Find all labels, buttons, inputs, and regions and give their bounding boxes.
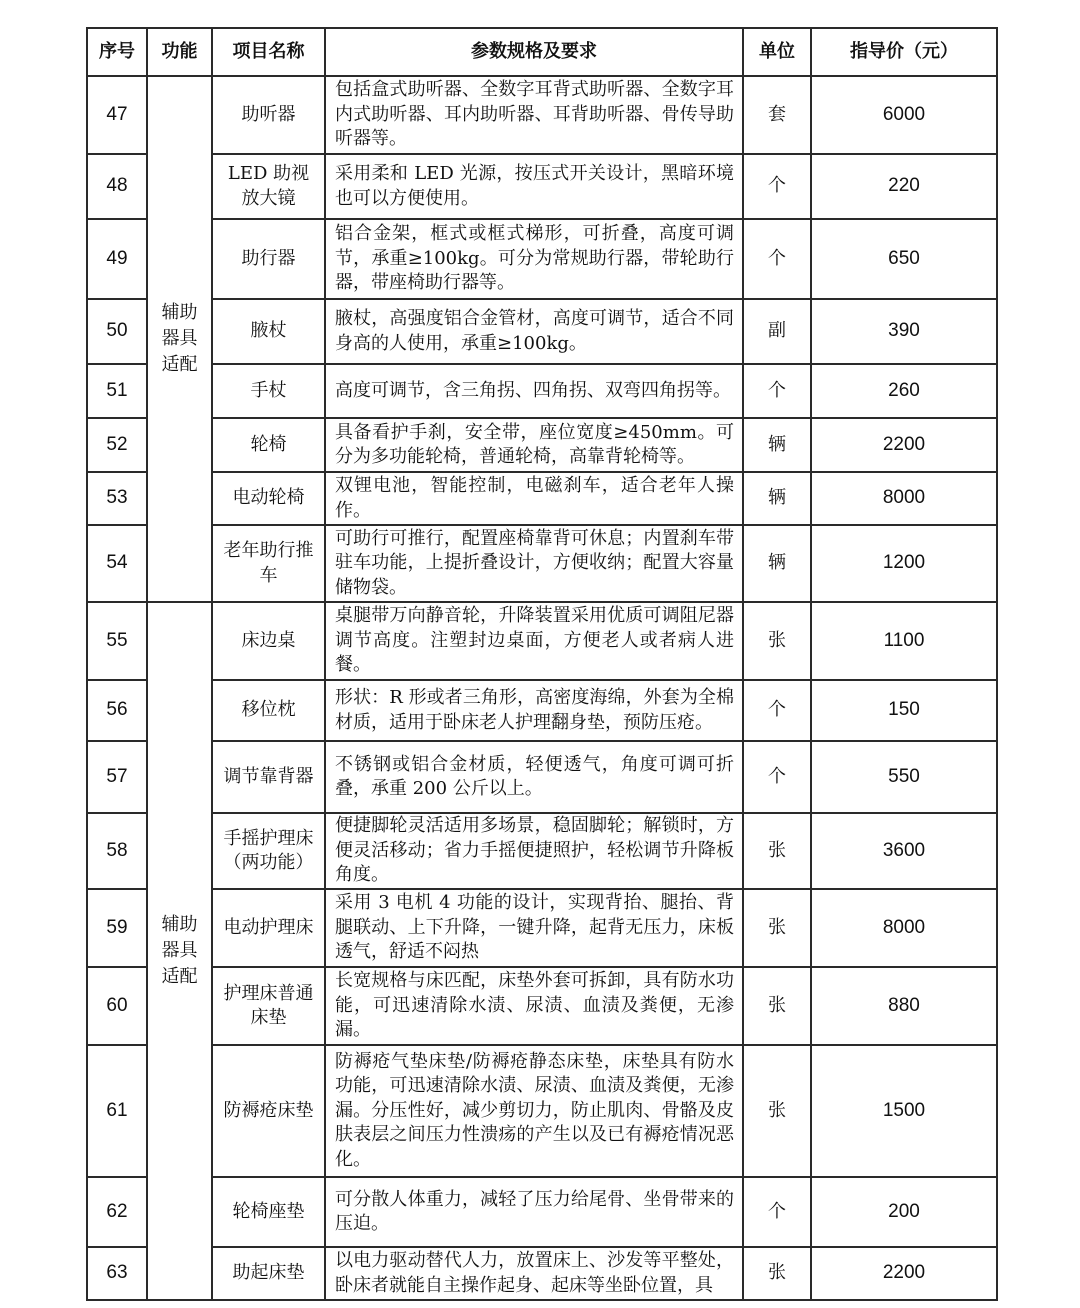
item-name: 腋杖: [212, 299, 325, 364]
row-number: 59: [87, 889, 147, 967]
row-number: 55: [87, 602, 147, 680]
header-function: 功能: [147, 28, 212, 76]
item-spec: 包括盒式助听器、全数字耳背式助听器、全数字耳内式助听器、耳内助听器、耳背助听器、骨传导助听器等。: [325, 76, 743, 154]
item-spec: 便捷脚轮灵活适用多场景，稳固脚轮；解锁时，方便灵活移动；省力手摇便捷照护，轻松调节升降板角度。: [325, 813, 743, 889]
item-name: 助起床垫: [212, 1247, 325, 1300]
row-number: 47: [87, 76, 147, 154]
table-row: [87, 154, 997, 219]
table-row: [87, 813, 997, 889]
row-number: 60: [87, 967, 147, 1045]
item-name: 床边桌: [212, 602, 325, 680]
function-label-line: 器具: [161, 328, 198, 349]
function-label-line: 辅助: [161, 302, 198, 323]
header-unit: 单位: [743, 28, 811, 76]
table-row: [87, 219, 997, 299]
item-unit: 个: [743, 741, 811, 813]
item-spec: 防褥疮气垫床垫/防褥疮静态床垫，床垫具有防水功能，可迅速清除水渍、尿渍、血渍及粪便，无渗漏。分压性好，减少剪切力，防止肌肉、骨骼及皮肤表层之间压力性溃疡的产生以及已有褥疮情况恶化。: [325, 1045, 743, 1177]
item-unit: 个: [743, 1177, 811, 1247]
item-name: 手杖: [212, 364, 325, 418]
row-number: 49: [87, 219, 147, 299]
item-spec: 可分散人体重力，减轻了压力给尾骨、坐骨带来的压迫。: [325, 1177, 743, 1247]
item-unit: 张: [743, 1045, 811, 1177]
item-unit: 张: [743, 1247, 811, 1300]
item-price: 150: [811, 680, 997, 741]
item-unit: 张: [743, 967, 811, 1045]
item-price: 220: [811, 154, 997, 219]
item-name: 电动护理床: [212, 889, 325, 967]
item-price: 8000: [811, 889, 997, 967]
item-spec: 不锈钢或铝合金材质，轻便透气，角度可调可折叠，承重 200 公斤以上。: [325, 741, 743, 813]
item-price: 200: [811, 1177, 997, 1247]
item-price: 1500: [811, 1045, 997, 1177]
table-row: [87, 1247, 997, 1300]
row-number: 48: [87, 154, 147, 219]
item-price: 260: [811, 364, 997, 418]
row-number: 61: [87, 1045, 147, 1177]
item-spec: 高度可调节，含三角拐、四角拐、双弯四角拐等。: [325, 364, 743, 418]
item-unit: 套: [743, 76, 811, 154]
item-spec: 形状：R 形或者三角形，高密度海绵，外套为全棉材质，适用于卧床老人护理翻身垫，预防压疮。: [325, 680, 743, 741]
item-unit: 副: [743, 299, 811, 364]
item-spec: 双锂电池，智能控制，电磁刹车，适合老年人操作。: [325, 472, 743, 525]
item-unit: 张: [743, 813, 811, 889]
item-spec: 以电力驱动替代人力，放置床上、沙发等平整处，卧床者就能自主操作起身、起床等坐卧位置，具: [325, 1247, 743, 1300]
table-row: [87, 889, 997, 967]
item-spec: 桌腿带万向静音轮，升降装置采用优质可调阻尼器调节高度。注塑封边桌面，方便老人或者病人进餐。: [325, 602, 743, 680]
item-price: 1100: [811, 602, 997, 680]
table-row: [87, 472, 997, 525]
item-unit: 个: [743, 219, 811, 299]
table-row: [87, 364, 997, 418]
function-label-line: 辅助: [161, 914, 198, 935]
row-number: 57: [87, 741, 147, 813]
row-number: 62: [87, 1177, 147, 1247]
row-number: 52: [87, 418, 147, 472]
item-unit: 个: [743, 680, 811, 741]
item-unit: 辆: [743, 418, 811, 472]
item-unit: 张: [743, 602, 811, 680]
item-spec: 具备看护手刹，安全带，座位宽度≥450mm。可分为多功能轮椅，普通轮椅，高靠背轮椅等。: [325, 418, 743, 472]
header-price: 指导价（元）: [811, 28, 997, 76]
item-price: 390: [811, 299, 997, 364]
item-spec: 腋杖，高强度铝合金管材，高度可调节，适合不同身高的人使用，承重≥100kg。: [325, 299, 743, 364]
item-spec: 长宽规格与床匹配，床垫外套可拆卸，具有防水功能，可迅速清除水渍、尿渍、血渍及粪便，无渗漏。: [325, 967, 743, 1045]
table-header-row: [87, 28, 997, 76]
row-number: 58: [87, 813, 147, 889]
item-name: 电动轮椅: [212, 472, 325, 525]
item-spec: 可助行可推行，配置座椅靠背可休息；内置刹车带驻车功能，上提折叠设计，方便收纳；配置大容量储物袋。: [325, 525, 743, 602]
function-group-cell: [147, 602, 212, 1300]
item-name: 移位枕: [212, 680, 325, 741]
item-price: 1200: [811, 525, 997, 602]
header-spec: 参数规格及要求: [325, 28, 743, 76]
item-spec: 采用 3 电机 4 功能的设计，实现背抬、腿抬、背腿联动、上下升降，一键升降，起背无压力，床板透气，舒适不闷热: [325, 889, 743, 967]
function-label-line: 适配: [161, 966, 198, 987]
item-unit: 辆: [743, 472, 811, 525]
item-name: 助听器: [212, 76, 325, 154]
row-number: 50: [87, 299, 147, 364]
item-name: 轮椅: [212, 418, 325, 472]
table-row: [87, 967, 997, 1045]
item-name: LED 助视放大镜: [212, 154, 325, 219]
row-number: 53: [87, 472, 147, 525]
item-price: 550: [811, 741, 997, 813]
item-unit: 辆: [743, 525, 811, 602]
header-index: 序号: [87, 28, 147, 76]
row-number: 63: [87, 1247, 147, 1300]
row-number: 51: [87, 364, 147, 418]
item-price: 8000: [811, 472, 997, 525]
item-name: 护理床普通床垫: [212, 967, 325, 1045]
table-row: [87, 602, 997, 680]
function-label-line: 器具: [161, 940, 198, 961]
item-spec: 采用柔和 LED 光源，按压式开关设计，黑暗环境也可以方便使用。: [325, 154, 743, 219]
item-name: 手摇护理床（两功能）: [212, 813, 325, 889]
item-name: 轮椅座垫: [212, 1177, 325, 1247]
item-unit: 个: [743, 364, 811, 418]
item-unit: 个: [743, 154, 811, 219]
item-unit: 张: [743, 889, 811, 967]
item-price: 2200: [811, 1247, 997, 1300]
function-group-cell: [147, 76, 212, 602]
table-row: [87, 418, 997, 472]
item-name: 助行器: [212, 219, 325, 299]
table-row: [87, 76, 997, 154]
item-price: 3600: [811, 813, 997, 889]
header-item-name: 项目名称: [212, 28, 325, 76]
row-number: 54: [87, 525, 147, 602]
item-spec: 铝合金架，框式或框式梯形，可折叠，高度可调节，承重≥100kg。可分为常规助行器，带轮助行器，带座椅助行器等。: [325, 219, 743, 299]
table-row: [87, 1177, 997, 1247]
item-name: 调节靠背器: [212, 741, 325, 813]
item-name: 防褥疮床垫: [212, 1045, 325, 1177]
table-row: [87, 525, 997, 602]
item-price: 2200: [811, 418, 997, 472]
price-table: [86, 27, 998, 1301]
item-price: 650: [811, 219, 997, 299]
table-row: [87, 741, 997, 813]
function-label-line: 适配: [161, 354, 198, 375]
item-price: 6000: [811, 76, 997, 154]
table-row: [87, 1045, 997, 1177]
table-row: [87, 299, 997, 364]
row-number: 56: [87, 680, 147, 741]
item-name: 老年助行推车: [212, 525, 325, 602]
item-price: 880: [811, 967, 997, 1045]
table-row: [87, 680, 997, 741]
